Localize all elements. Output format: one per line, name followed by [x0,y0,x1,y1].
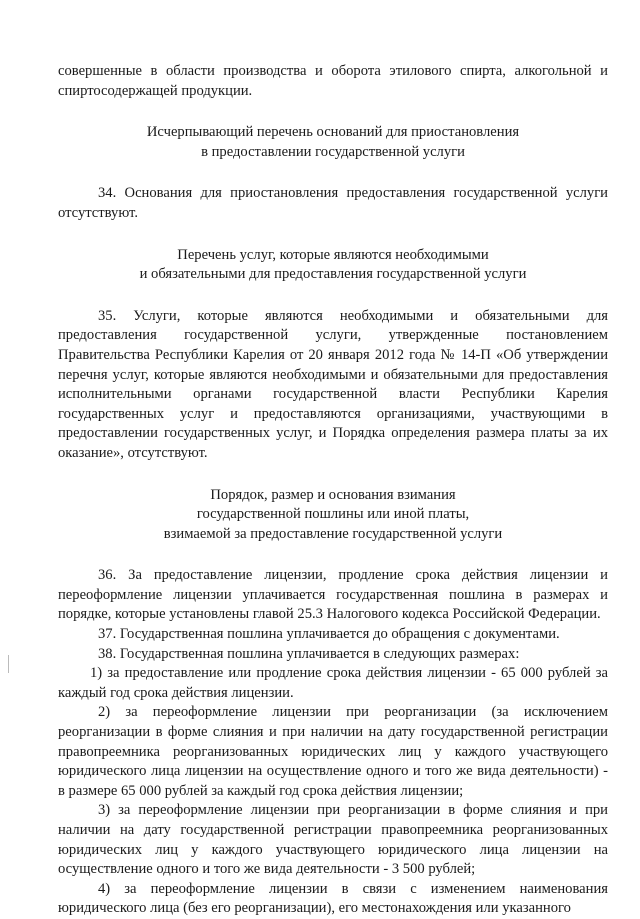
paragraph-36: 36. За предоставление лицензии, продление срока действия лицензии и переоформление лицензии уплачивается государственная пошлина в размерах и порядке, которые установлены главой 25.3 Налогового кодекса Российской Федерации. [58,567,608,623]
list-item-3: 3) за переоформление лицензии при реорганизации в форме слияния и при наличии на дату государственной регистрации правопреемника реорганизованных юридических лиц у каждого участвующего юридического лица лицензии на осуществление одного и того же вида деятельности - 3 500 рублей; [58,802,608,878]
scan-artifact [8,655,9,673]
paragraph-continuation: совершенные в области производства и оборота этилового спирта, алкогольной и спиртосодержащей продукции. [58,63,608,99]
section-heading-fee-line2: государственной пошлины или иной платы, [196,506,470,523]
paragraph-38: 38. Государственная пошлина уплачивается в следующих размерах: [98,645,520,662]
paragraph-37: 37. Государственная пошлина уплачивается до обращения с документами. [98,626,560,643]
section-heading-services-line1: Перечень услуг, которые являются необходимыми [177,246,489,263]
section-heading-suspension-line2: в предоставлении государственной услуги [201,143,465,160]
list-item-2: 2) за переоформление лицензии при реорганизации (за исключением реорганизации в форме слияния и при наличии на дату государственной регистрации правопреемника реорганизованных юридических лиц у каждого участвующего юридического лица лицензии на осуществление одного и того же вида деятельности) - в размере 65 000 рублей за каждый год срока действия лицензии; [58,704,608,799]
section-heading-fee-line3: взимаемой за предоставление государственной услуги [163,525,503,542]
section-heading-fee-line1: Порядок, размер и основания взимания [210,486,456,503]
paragraph-34: 34. Основания для приостановления предоставления государственной услуги отсутствуют. [58,185,608,221]
list-item-1: 1) за предоставление или продление срока действия лицензии - 65 000 рублей за каждый год срока действия лицензии. [58,665,608,701]
list-item-4: 4) за переоформление лицензии в связи с изменением наименования юридического лица (без его реорганизации), его местонахождения или указанного [58,880,608,917]
paragraph-35: 35. Услуги, которые являются необходимыми и обязательными для предоставления государственной услуги, утвержденные постановлением Правительства Республики Карелия от 20 января 2012 года № 14-П «Об утверждении перечня услуг, которые являются необходимыми и обязательными для предоставления исполнительными органами государственной власти Республики Карелия государственных услуг и предоставляются организациями, участвующими в предоставлении государственных услуг, и Порядка определения размера платы за их оказание», отсутствуют. [58,307,608,461]
document-page [58,62,608,919]
section-heading-services-line2: и обязательными для предоставления государственной услуги [139,266,527,283]
section-heading-suspension-line1: Исчерпывающий перечень оснований для приостановления [146,124,520,141]
